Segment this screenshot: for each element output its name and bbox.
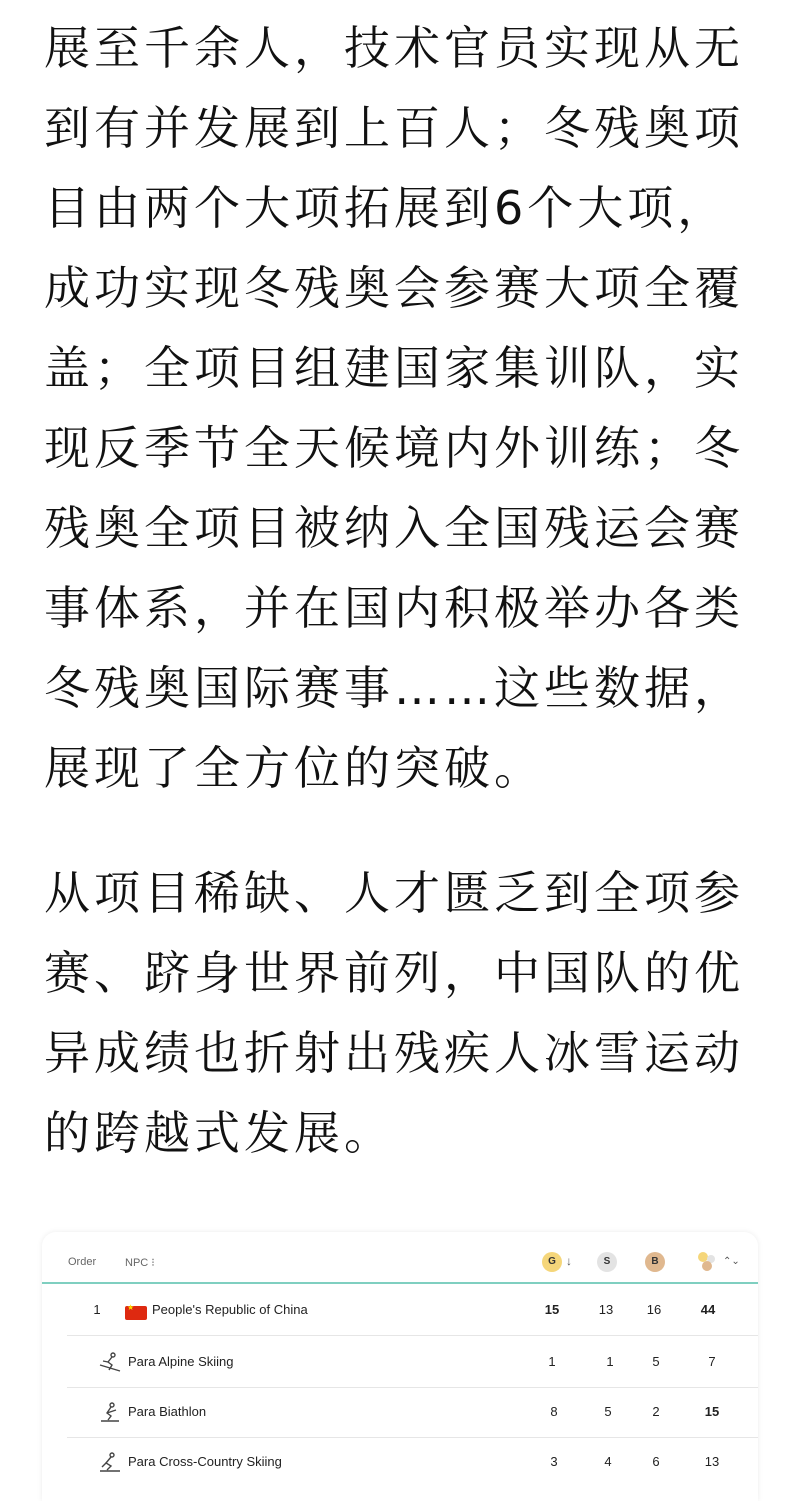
order-column-header[interactable]: Order bbox=[68, 1256, 97, 1268]
sport-name[interactable]: Para Cross-Country Skiing bbox=[128, 1454, 282, 1469]
silver-count: 1 bbox=[606, 1354, 614, 1369]
silver-medal-icon[interactable]: S bbox=[597, 1252, 617, 1272]
paragraph-2-line-1: 从项目稀缺、人才匮乏到全项参 bbox=[44, 866, 744, 920]
gold-count: 1 bbox=[548, 1354, 556, 1369]
gold-medal-icon[interactable]: G bbox=[542, 1252, 562, 1272]
total-count: 7 bbox=[708, 1354, 716, 1369]
biathlon-icon bbox=[98, 1401, 122, 1423]
total-count: 44 bbox=[700, 1302, 716, 1317]
paragraph-1-line-10: 展现了全方位的突破。 bbox=[44, 741, 544, 795]
table-row-cross-country[interactable] bbox=[42, 1438, 758, 1488]
gold-count: 3 bbox=[550, 1454, 558, 1469]
paragraph-1-line-5: 盖；全项目组建国家集训队，实 bbox=[44, 341, 744, 395]
paragraph-1-line-1: 展至千余人，技术官员实现从无 bbox=[44, 21, 744, 75]
bronze-medal-icon[interactable]: B bbox=[645, 1252, 665, 1272]
bronze-count: 16 bbox=[646, 1302, 662, 1317]
npc-column-header[interactable]: NPC ⁝ bbox=[125, 1257, 155, 1269]
paragraph-1-line-3: 目由两个大项拓展到6个大项， bbox=[44, 181, 728, 235]
bronze-count: 2 bbox=[652, 1404, 660, 1419]
table-row-biathlon[interactable] bbox=[42, 1388, 758, 1438]
total-medals-icon[interactable] bbox=[697, 1250, 719, 1272]
paragraph-2-line-4: 的跨越式发展。 bbox=[44, 1106, 394, 1160]
row-divider bbox=[67, 1335, 758, 1336]
row-order: 1 bbox=[93, 1302, 101, 1317]
silver-count: 5 bbox=[604, 1404, 612, 1419]
paragraph-2-line-2: 赛、跻身世界前列，中国队的优 bbox=[44, 946, 744, 1000]
total-count: 13 bbox=[704, 1454, 720, 1469]
table-row-china[interactable] bbox=[42, 1286, 758, 1336]
gold-count: 8 bbox=[550, 1404, 558, 1419]
table-row-alpine-skiing[interactable] bbox=[42, 1338, 758, 1388]
cross-country-skiing-icon bbox=[98, 1451, 122, 1473]
silver-count: 13 bbox=[598, 1302, 614, 1317]
npc-name[interactable]: People's Republic of China bbox=[152, 1302, 308, 1317]
bronze-count: 6 bbox=[652, 1454, 660, 1469]
paragraph-1-line-8: 事体系，并在国内积极举办各类 bbox=[44, 581, 744, 635]
sort-toggle-icon[interactable]: ⌃⌄ bbox=[723, 1256, 740, 1267]
sport-name[interactable]: Para Biathlon bbox=[128, 1404, 207, 1419]
bronze-count: 5 bbox=[652, 1354, 660, 1369]
medal-table bbox=[42, 1232, 758, 1501]
medal-table-header bbox=[42, 1232, 758, 1284]
silver-count: 4 bbox=[604, 1454, 612, 1469]
paragraph-2-line-3: 异成绩也折射出残疾人冰雪运动 bbox=[44, 1026, 744, 1080]
sort-descending-icon[interactable]: ↓ bbox=[566, 1254, 572, 1268]
china-flag-icon bbox=[125, 1306, 147, 1320]
paragraph-1-line-7: 残奥全项目被纳入全国残运会赛 bbox=[44, 501, 744, 555]
paragraph-1-line-9: 冬残奥国际赛事……这些数据， bbox=[44, 661, 744, 715]
total-count: 15 bbox=[704, 1404, 720, 1419]
sport-name[interactable]: Para Alpine Skiing bbox=[128, 1354, 234, 1369]
paragraph-1-line-4: 成功实现冬残奥会参赛大项全覆 bbox=[44, 261, 744, 315]
gold-count: 15 bbox=[544, 1302, 560, 1317]
alpine-skiing-icon bbox=[98, 1351, 122, 1373]
paragraph-1-line-6: 现反季节全天候境内外训练；冬 bbox=[44, 421, 744, 475]
paragraph-1-line-2: 到有并发展到上百人；冬残奥项 bbox=[44, 101, 744, 155]
